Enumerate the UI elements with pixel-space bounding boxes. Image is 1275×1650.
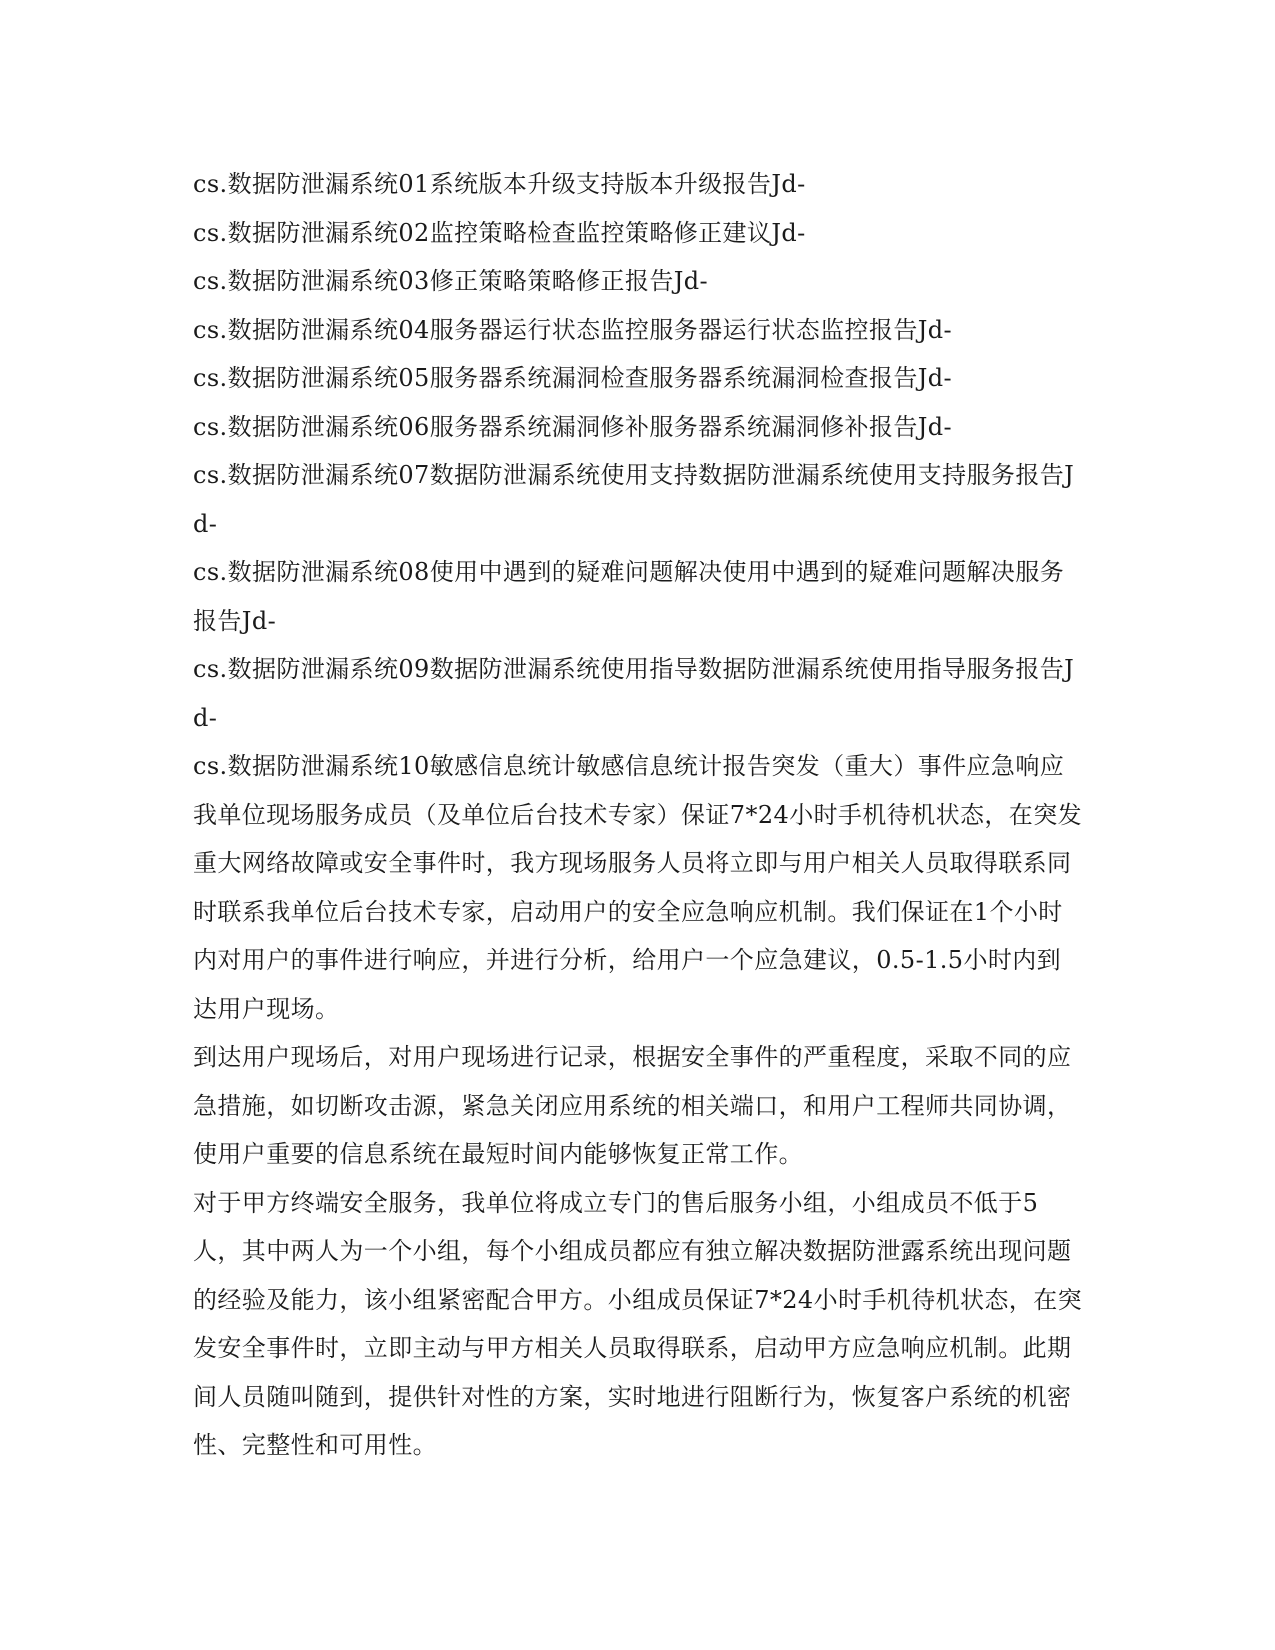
paragraph-dlp-07: cs.数据防泄漏系统07数据防泄漏系统使用支持数据防泄漏系统使用支持服务报告Jd- (193, 461, 1075, 538)
paragraph-dlp-10-emergency-response: cs.数据防泄漏系统10敏感信息统计敏感信息统计报告突发（重大）事件应急响应我单位现场服务成员（及单位后台技术专家）保证7*24小时手机待机状态，在突发重大网络故障或安全事件时，我方现场服务人员将立即与用户相关人员取得联系同时联系我单位后台技术专家，启动用户的安全应急响应机制。我们保证在1个小时内对用户的事件进行响应，并进行分析，给用户一个应急建议，0.5-1.5小时内到达用户现场。 (193, 752, 1083, 1023)
document-body (193, 160, 1083, 1470)
paragraph-dlp-06: cs.数据防泄漏系统06服务器系统漏洞修补服务器系统漏洞修补报告Jd- (193, 412, 953, 441)
paragraph-dlp-05: cs.数据防泄漏系统05服务器系统漏洞检查服务器系统漏洞检查报告Jd- (193, 364, 953, 392)
paragraph-dlp-01: cs.数据防泄漏系统01系统版本升级支持版本升级报告Jd- (193, 170, 806, 198)
paragraph-dlp-02: cs.数据防泄漏系统02监控策略检查监控策略修正建议Jd- (193, 218, 806, 247)
paragraph-onsite-measures: 到达用户现场后，对用户现场进行记录，根据安全事件的严重程度，采取不同的应急措施，如切断攻击源，紧急关闭应用系统的相关端口，和用户工程师共同协调，使用户重要的信息系统在最短时间内能够恢复正常工作。 (193, 1043, 1072, 1168)
paragraph-dlp-03: cs.数据防泄漏系统03修正策略策略修正报告Jd- (193, 267, 709, 295)
paragraph-service-team: 对于甲方终端安全服务，我单位将成立专门的售后服务小组，小组成员不低于5人，其中两人为一个小组，每个小组成员都应有独立解决数据防泄露系统出现问题的经验及能力，该小组紧密配合甲方。小组成员保证7*24小时手机待机状态，在突发安全事件时，立即主动与甲方相关人员取得联系，启动甲方应急响应机制。此期间人员随叫随到，提供针对性的方案，实时地进行阻断行为，恢复客户系统的机密性、完整性和可用性。 (193, 1188, 1083, 1459)
paragraph-dlp-09: cs.数据防泄漏系统09数据防泄漏系统使用指导数据防泄漏系统使用指导服务报告Jd- (193, 655, 1075, 732)
paragraph-dlp-08: cs.数据防泄漏系统08使用中遇到的疑难问题解决使用中遇到的疑难问题解决服务报告Jd- (193, 558, 1065, 635)
paragraph-dlp-04: cs.数据防泄漏系统04服务器运行状态监控服务器运行状态监控报告Jd- (193, 315, 953, 344)
